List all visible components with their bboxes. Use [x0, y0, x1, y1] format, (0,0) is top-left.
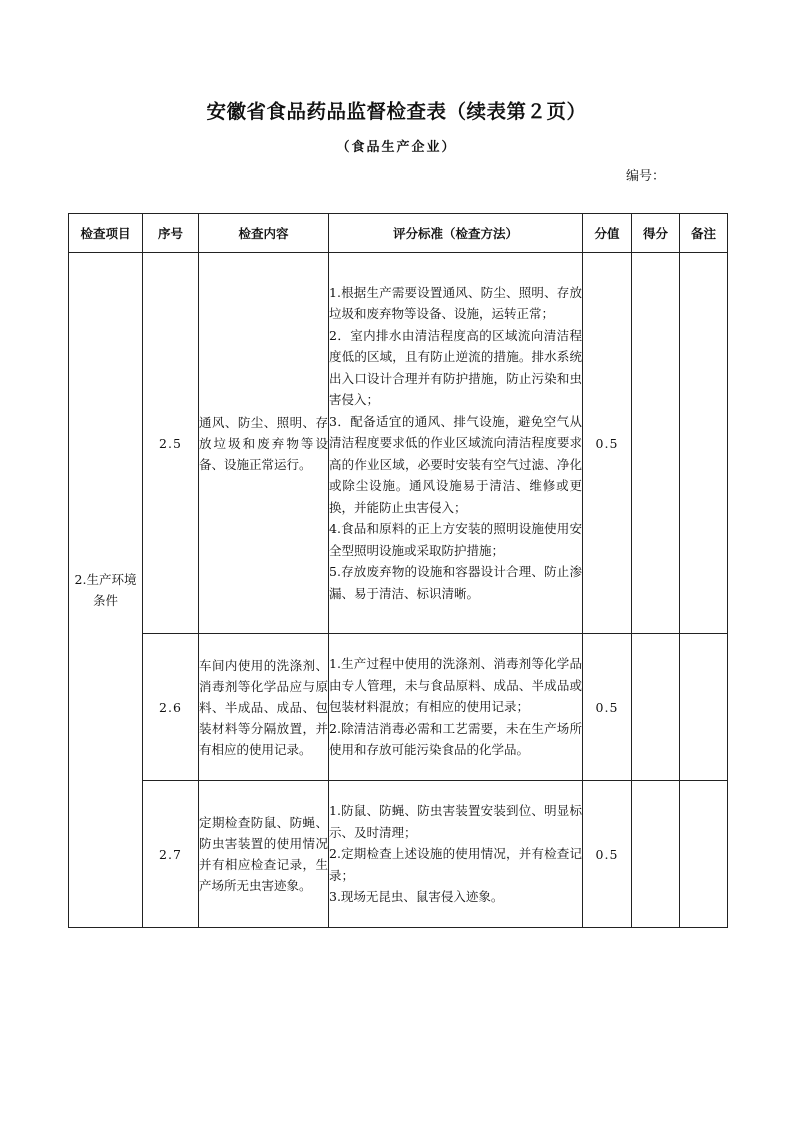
header-item: 检查项目 [69, 214, 143, 253]
criteria-line: 2.定期检查上述设施的使用情况，并有检查记录； [329, 846, 582, 883]
criteria-line: 2.除清洁消毒必需和工艺需要，未在生产场所使用和存放可能污染食品的化学品。 [329, 720, 582, 758]
criteria-line: 2．室内排水由清洁程度高的区域流向清洁程度低的区域，且有防止逆流的措施。排水系统出入口设计合理并有防护措施，防止污染和虫害侵入； [329, 327, 582, 408]
content-text: 通风、防尘、照明、存放垃圾和废弃物等设备、设施正常运行。 [199, 414, 328, 472]
criteria-line: 1.根据生产需要设置通风、防尘、照明、存放垃圾和废弃物等设备、设施，运转正常； [329, 284, 582, 322]
criteria-line: 3.现场无昆虫、鼠害侵入迹象。 [329, 889, 504, 905]
criteria-line: 4.食品和原料的正上方安装的照明设施使用安全型照明设施或采取防护措施； [329, 521, 582, 558]
header-seq: 序号 [143, 214, 199, 253]
criteria-cell [329, 634, 583, 781]
table-row [69, 253, 728, 634]
criteria-cell [329, 781, 583, 928]
header-criteria: 评分标准（检查方法） [329, 214, 583, 253]
content-text: 车间内使用的洗涤剂、消毒剂等化学品应与原料、半成品、成品、包装材料等分隔放置，并有相应的使用记录。 [199, 657, 328, 757]
remark-field[interactable] [680, 781, 728, 928]
seq-cell: 2.7 [143, 781, 199, 928]
criteria-line: 5.存放废弃物的设施和容器设计合理、防止渗漏、易于清洁、标识清晰。 [329, 564, 582, 601]
content-cell [199, 634, 329, 781]
score-cell: 0.5 [583, 253, 632, 634]
header-remark: 备注 [680, 214, 728, 253]
header-content: 检查内容 [199, 214, 329, 253]
content-cell [199, 253, 329, 634]
seq-cell: 2.6 [143, 634, 199, 781]
page-subtitle: （食品生产企业） [336, 140, 457, 155]
criteria-cell [329, 253, 583, 634]
content-cell [199, 781, 329, 928]
seq-cell: 2.5 [143, 253, 199, 634]
remark-field[interactable] [680, 253, 728, 634]
category-cell: 2.生产环境条件 [69, 253, 143, 928]
table-row [69, 781, 728, 928]
serial-number-label: 编号： [625, 169, 665, 184]
score-cell: 0.5 [583, 781, 632, 928]
obtained-score-field[interactable] [632, 253, 680, 634]
inspection-table [68, 213, 728, 928]
table-header-row [69, 214, 728, 253]
page-title: 安徽省食品药品监督检查表（续表第２页） [206, 100, 587, 123]
obtained-score-field[interactable] [632, 634, 680, 781]
remark-field[interactable] [680, 634, 728, 781]
score-cell: 0.5 [583, 634, 632, 781]
header-score: 分值 [583, 214, 632, 253]
content-text: 定期检查防鼠、防蝇、防虫害装置的使用情况并有相应检查记录，生产场所无虫害迹象。 [199, 815, 328, 893]
table-row [69, 634, 728, 781]
criteria-line: 1.生产过程中使用的洗涤剂、消毒剂等化学品由专人管理，未与食品原料、成品、半成品或包装材料混放；有相应的使用记录； [329, 656, 582, 715]
criteria-line: 3．配备适宜的通风、排气设施，避免空气从清洁程度要求低的作业区域流向清洁程度要求高的作业区域，必要时安装有空气过滤、净化或除尘设施。通风设施易于清洁、维修或更换，并能防止虫害侵入； [329, 413, 582, 515]
obtained-score-field[interactable] [632, 781, 680, 928]
criteria-line: 1.防鼠、防蝇、防虫害装置安装到位、明显标示、及时清理； [329, 803, 582, 840]
header-obtained: 得分 [632, 214, 680, 253]
